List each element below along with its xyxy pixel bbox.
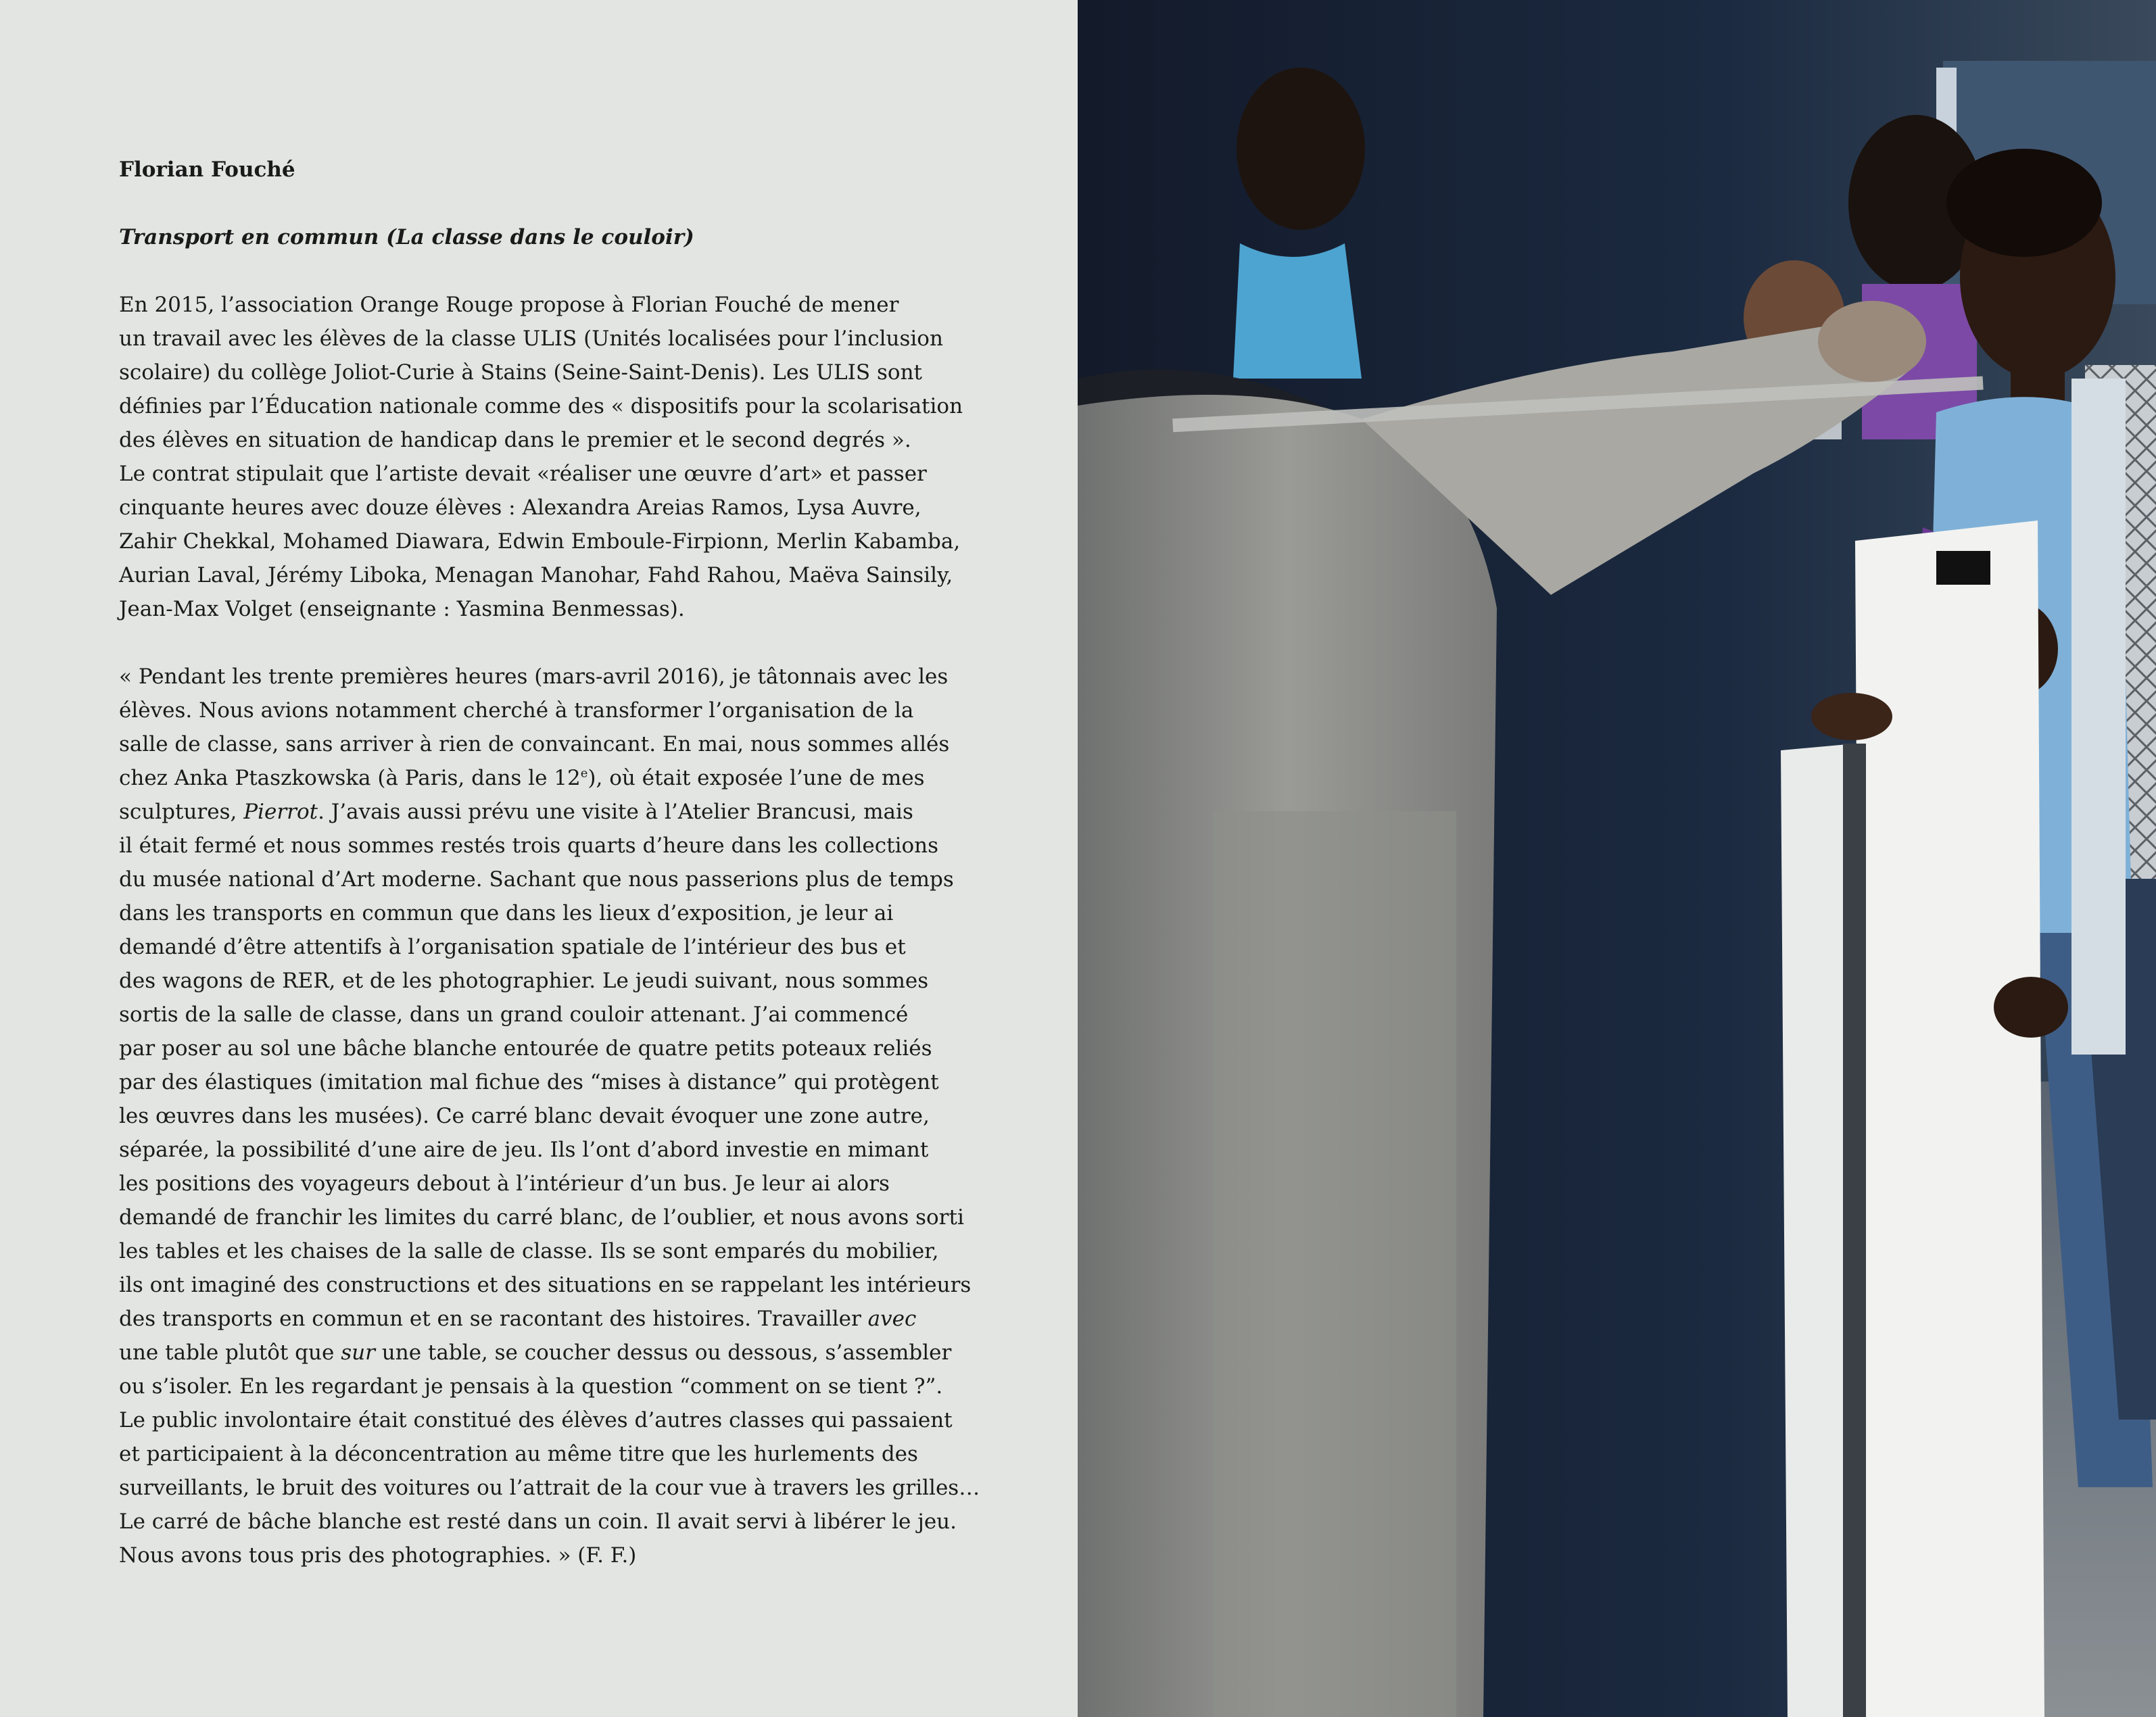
text-line: Aurian Laval, Jérémy Liboka, Menagan Manohar, Fahd Rahou, Maëva Sainsily,: [119, 563, 953, 587]
text-line: élèves. Nous avions notamment cherché à transformer l’organisation de la: [119, 698, 914, 723]
text-line: ou s’isoler. En les regardant je pensais à la question “comment on se tient ?”.: [119, 1374, 943, 1399]
text-line: séparée, la possibilité d’une aire de jeu. Ils l’ont d’abord investie en mimant: [119, 1138, 929, 1162]
photograph: [1078, 0, 2156, 1717]
text-line: Jean-Max Volget (enseignante : Yasmina Benmessas).: [119, 597, 685, 621]
text-line: salle de classe, sans arriver à rien de convaincant. En mai, nous sommes allés: [119, 732, 950, 756]
text-run: . J’avais aussi prévu une visite à l’Atelier Brancusi, mais: [318, 800, 913, 824]
text-line: Le contrat stipulait que l’artiste devait «réaliser une œuvre d’art» et passer: [119, 462, 927, 486]
text-line: par des élastiques (imitation mal fichue des “mises à distance” qui protègent: [119, 1070, 939, 1094]
text-line: Le public involontaire était constitué des élèves d’autres classes qui passaient: [119, 1408, 953, 1432]
text-line: demandé de franchir les limites du carré blanc, de l’oublier, et nous avons sorti: [119, 1205, 964, 1230]
text-line: et participaient à la déconcentration au même titre que les hurlements des: [119, 1442, 918, 1466]
photo-illustration: [1078, 0, 2156, 1717]
white-panel-rear: [2071, 379, 2126, 1055]
text-line: il était fermé et nous sommes restés trois quarts d’heure dans les collections: [119, 833, 939, 858]
text-run: une table plutôt que: [119, 1340, 341, 1365]
text-run: ), où était exposée l’une de mes: [588, 766, 925, 790]
text-line: scolaire) du collège Joliot-Curie à Stains (Seine-Saint-Denis). Les ULIS sont: [119, 360, 922, 385]
superscript: e: [580, 766, 588, 781]
text-line: dans les transports en commun que dans les lieux d’exposition, je leur ai: [119, 901, 894, 925]
text-line: des élèves en situation de handicap dans le premier et le second degrés ».: [119, 428, 911, 452]
text-line: [119, 761, 971, 795]
text-line: définies par l’Éducation nationale comme des « dispositifs pour la scolarisation: [119, 394, 963, 418]
author-name: Florian Fouché: [119, 158, 295, 182]
italic-run: sur: [341, 1340, 375, 1365]
text-line: des wagons de RER, et de les photographier. Le jeudi suivant, nous sommes: [119, 969, 929, 993]
text-line: [119, 795, 971, 829]
text-line: Zahir Chekkal, Mohamed Diawara, Edwin Emboule-Firpionn, Merlin Kabamba,: [119, 529, 961, 554]
text-line: « Pendant les trente premières heures (mars-avril 2016), je tâtonnais avec les: [119, 664, 949, 689]
text-column: [119, 153, 980, 1606]
text-line: ils ont imaginé des constructions et des situations en se rappelant les intérieurs: [119, 1273, 972, 1297]
text-line: demandé d’être attentifs à l’organisation spatiale de l’intérieur des bus et: [119, 935, 906, 959]
intro-paragraph: [119, 288, 971, 626]
text-run: une table, se coucher dessus ou dessous, s’assembler: [375, 1340, 952, 1365]
text-run: sculptures,: [119, 800, 244, 824]
text-line: Nous avons tous pris des photographies. » (F. F.): [119, 1543, 637, 1568]
text-line: [119, 1336, 971, 1370]
text-line: les tables et les chaises de la salle de classe. Ils se sont emparés du mobilier,: [119, 1239, 939, 1263]
italic-run: Pierrot: [243, 800, 318, 824]
text-run: des transports en commun et en se racontant des histoires. Travailler: [119, 1307, 868, 1331]
text-line: En 2015, l’association Orange Rouge propose à Florian Fouché de mener: [119, 293, 899, 317]
text-line: par poser au sol une bâche blanche entourée de quatre petits poteaux reliés: [119, 1036, 932, 1061]
text-line: surveillants, le bruit des voitures ou l’attrait de la cour vue à travers les grilles…: [119, 1476, 980, 1500]
text-line: du musée national d’Art moderne. Sachant que nous passerions plus de temps: [119, 867, 954, 892]
text-line: Le carré de bâche blanche est resté dans un coin. Il avait servi à libérer le jeu.: [119, 1509, 957, 1534]
text-line: les positions des voyageurs debout à l’intérieur d’un bus. Je leur ai alors: [119, 1171, 890, 1196]
text-line: cinquante heures avec douze élèves : Alexandra Areias Ramos, Lysa Auvre,: [119, 495, 921, 520]
text-line: sortis de la salle de classe, dans un grand couloir attenant. J’ai commencé: [119, 1002, 909, 1027]
italic-run: avec: [867, 1307, 917, 1331]
text-run: chez Anka Ptaszkowska (à Paris, dans le 12: [119, 766, 581, 790]
quote-paragraph: [119, 660, 980, 1572]
artwork-title: Transport en commun (La classe dans le couloir): [119, 225, 694, 249]
text-line: les œuvres dans les musées). Ce carré blanc devait évoquer une zone autre,: [119, 1104, 930, 1128]
text-line: un travail avec les élèves de la classe ULIS (Unités localisées pour l’inclusion: [119, 327, 943, 351]
text-line: [119, 1302, 971, 1336]
